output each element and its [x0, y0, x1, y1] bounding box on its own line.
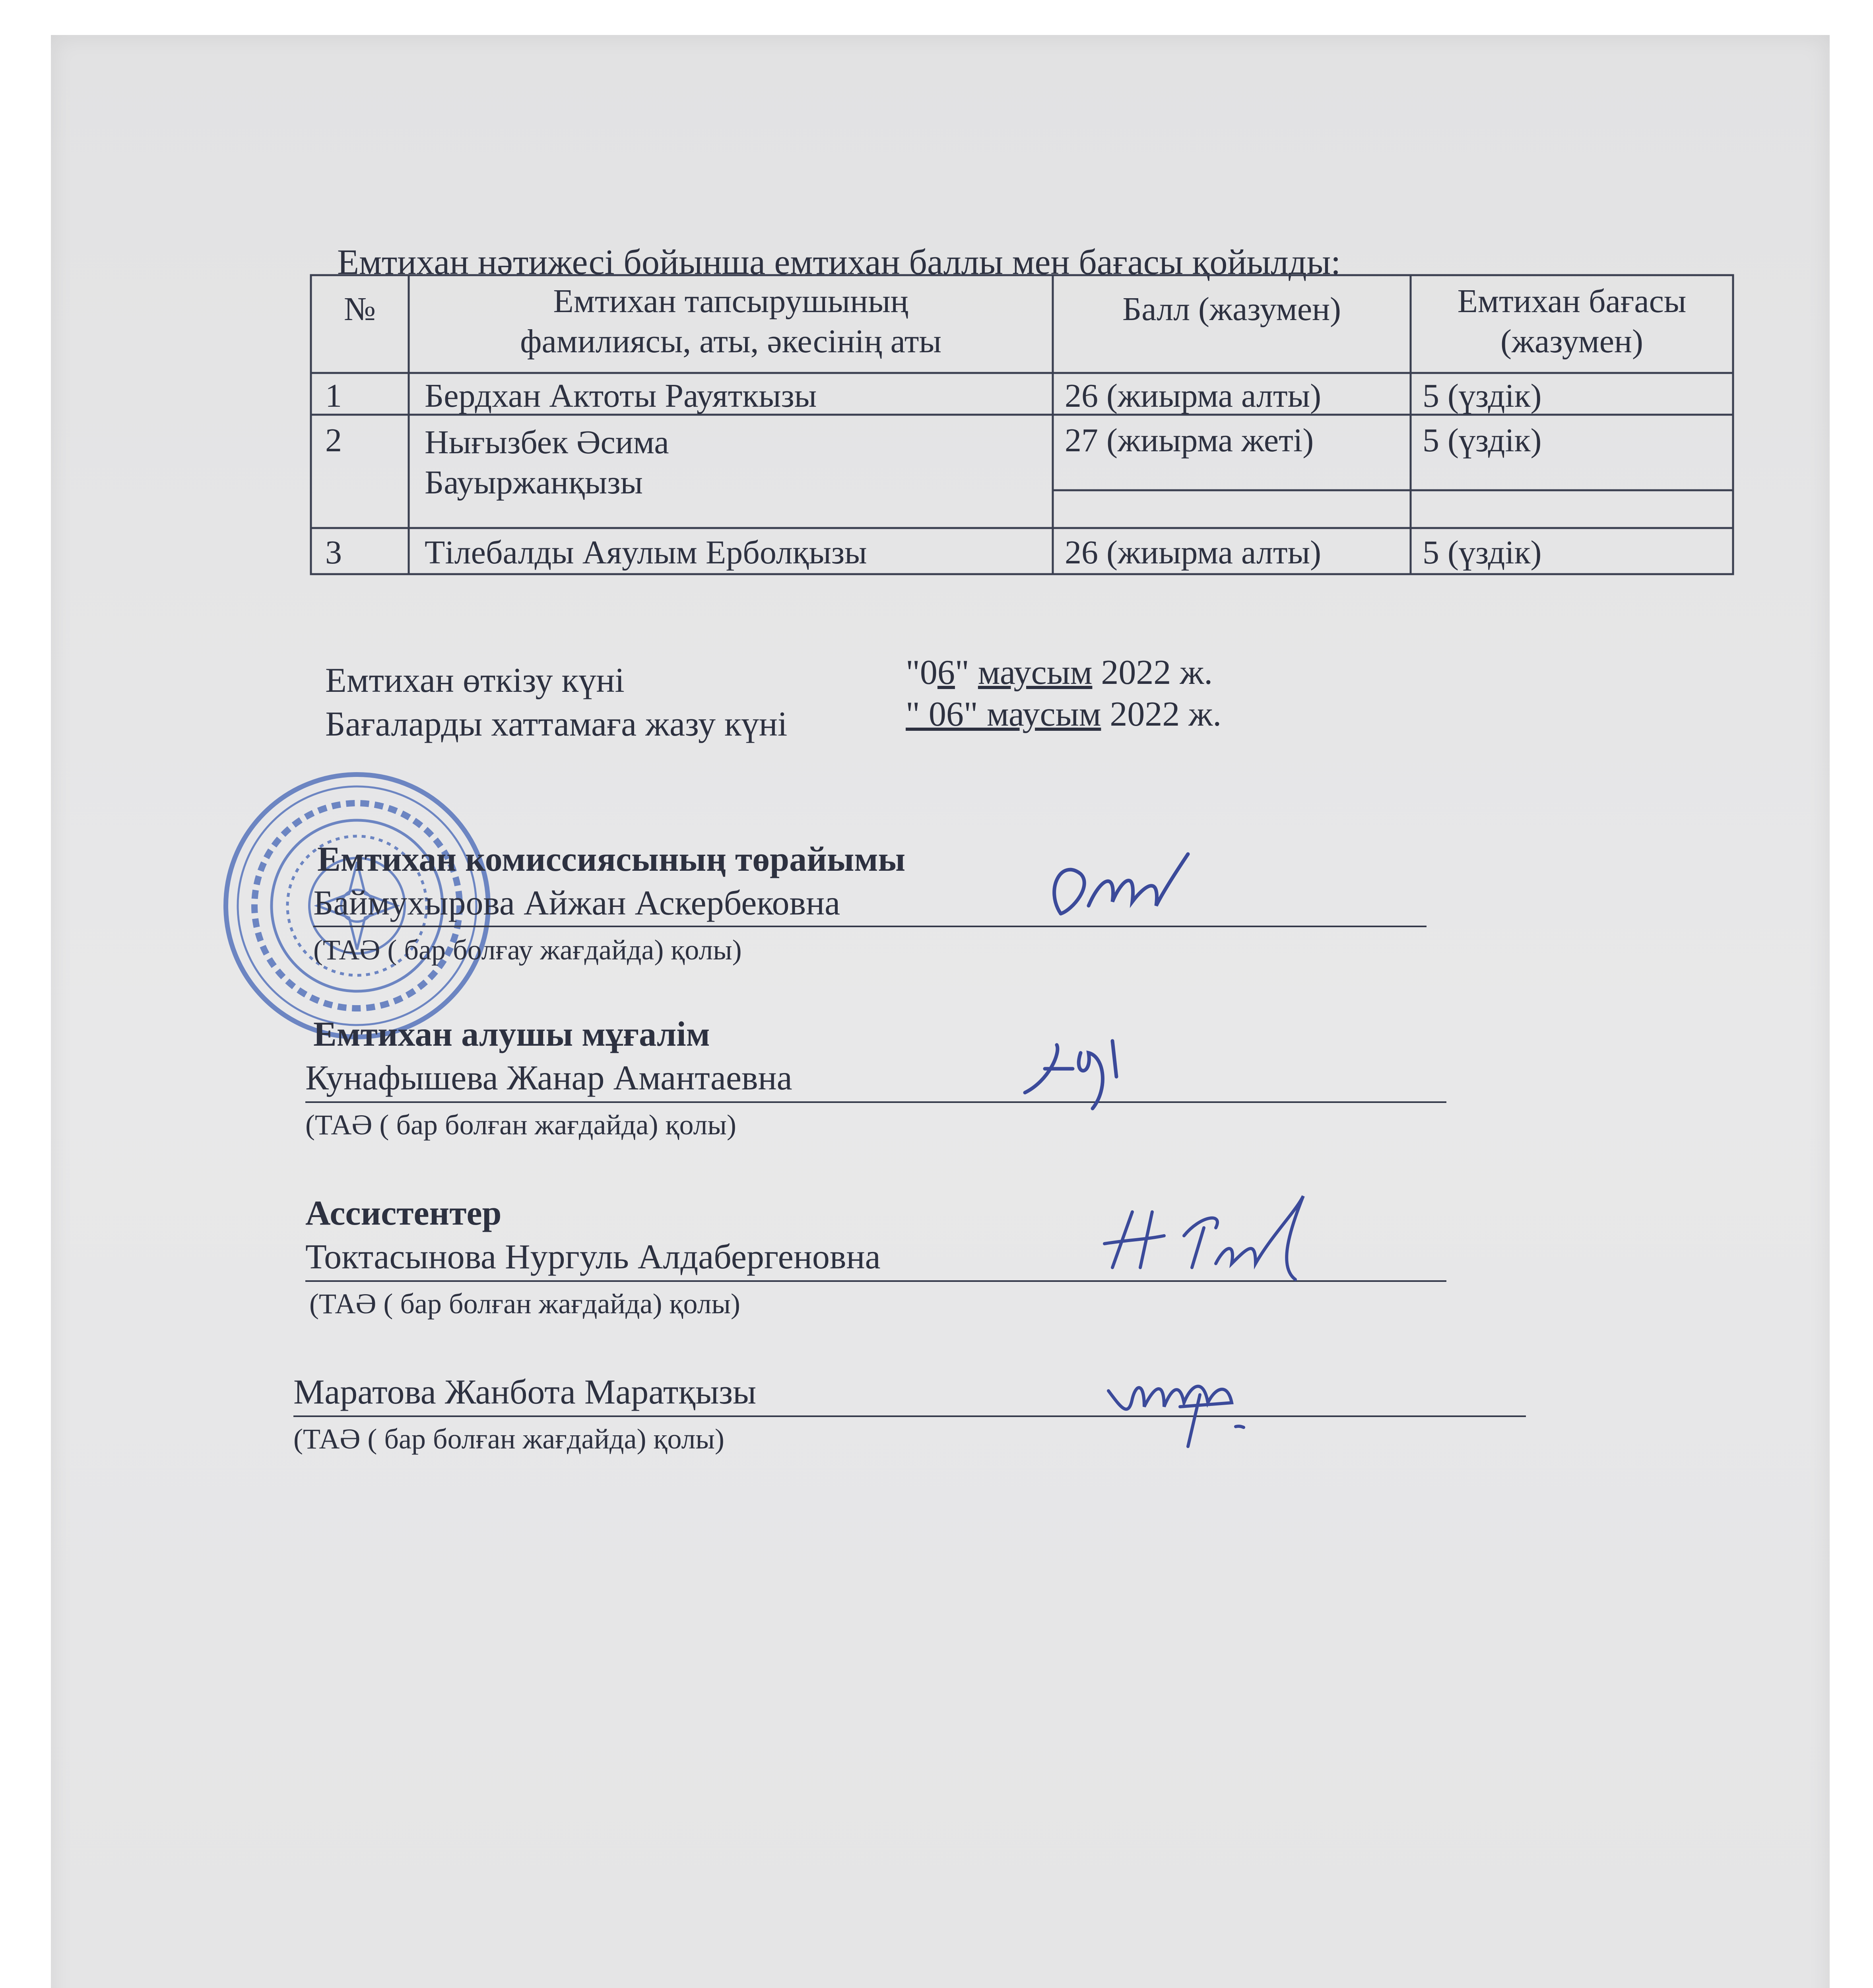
assistant-1-caption: (ТАӘ ( бар болған жағдайда) қолы): [309, 1288, 740, 1320]
exam-date-label: Емтихан өткізу күні: [325, 661, 625, 700]
results-table: [309, 274, 1735, 576]
assistant-2-caption: (ТАӘ ( бар болған жағдайда) қолы): [293, 1423, 724, 1455]
header-score: Балл (жазумен): [1122, 291, 1341, 328]
header-name-line-2: фамилиясы, аты, әкесінің аты: [520, 322, 941, 360]
row-2-name: [425, 423, 669, 503]
assistant-2-signature-icon: [1101, 1359, 1307, 1454]
row-3-number: 3: [325, 534, 342, 571]
row-1-grade: 5 (үздік): [1423, 377, 1542, 414]
record-date-value: [906, 697, 1221, 732]
teacher-title: Емтихан алушы мұғалім: [313, 1015, 710, 1054]
assistants-title: Ассистентер: [305, 1194, 502, 1233]
teacher-name: Кунафышева Жанар Амантаевна: [305, 1059, 792, 1097]
header-grade-line-1: Емтихан бағасы: [1457, 283, 1687, 320]
assistant-2-signature-line: [293, 1415, 1526, 1417]
scanned-page: [51, 35, 1830, 1988]
exam-date-year: 2022 ж.: [1092, 653, 1213, 692]
row-1-number: 1: [325, 377, 342, 414]
row-1-name: Бердхан Актоты Рауяткызы: [425, 377, 817, 414]
chair-title: Емтихан комиссиясының төрайымы: [317, 840, 906, 879]
record-date-label: Бағаларды хаттамаға жазу күні: [325, 705, 788, 744]
exam-date-prefix: "0: [906, 653, 937, 692]
row-2-name-line-2: Бауыржанқызы: [425, 464, 643, 501]
teacher-signature-icon: [1013, 1029, 1140, 1116]
row-1-score: 26 (жиырма алты): [1065, 377, 1322, 414]
exam-date-mid: ": [955, 653, 978, 692]
assistant-2-name: Маратова Жанбота Маратқызы: [293, 1373, 757, 1411]
header-name: [409, 282, 1053, 362]
teacher-signature-line: [305, 1101, 1446, 1103]
record-date-year: 2022 ж.: [1101, 695, 1222, 734]
header-name-line-1: Емтихан тапсырушының: [553, 283, 908, 320]
table-caption: Емтихан нәтижесі бойынша емтихан баллы мен бағасы қойылды:: [337, 243, 1341, 282]
row-3-name: Тілебалды Аяулым Ерболқызы: [425, 534, 867, 571]
row-3-grade: 5 (үздік): [1423, 534, 1542, 571]
assistant-1-name: Токтасынова Нургуль Алдабергеновна: [305, 1238, 881, 1276]
header-grade-line-2: (жазумен): [1500, 322, 1643, 360]
exam-date-month: маусым: [978, 653, 1093, 692]
row-3-score: 26 (жиырма алты): [1065, 534, 1322, 571]
chair-caption: (ТАӘ ( бар болғау жағдайда) қолы): [313, 934, 742, 966]
header-number: №: [344, 291, 376, 328]
chair-signature-line: [313, 926, 1427, 927]
row-2-score: 27 (жиырма жеті): [1065, 422, 1314, 459]
exam-date-day: 6: [937, 653, 955, 692]
row-2-name-line-1: Нығызбек Әсима: [425, 424, 669, 461]
row-2-grade: 5 (үздік): [1423, 422, 1542, 459]
chair-name: Баймухырова Айжан Аскербековна: [313, 884, 840, 922]
exam-date-value: [906, 655, 1213, 690]
teacher-caption: (ТАӘ ( бар болған жағдайда) қолы): [305, 1109, 736, 1141]
record-date-underlined: " 06" маусым: [906, 695, 1101, 734]
header-grade: [1411, 282, 1733, 362]
assistant-1-signature-icon: [1097, 1188, 1343, 1291]
chair-signature-icon: [1037, 842, 1204, 930]
row-2-number: 2: [325, 422, 342, 459]
